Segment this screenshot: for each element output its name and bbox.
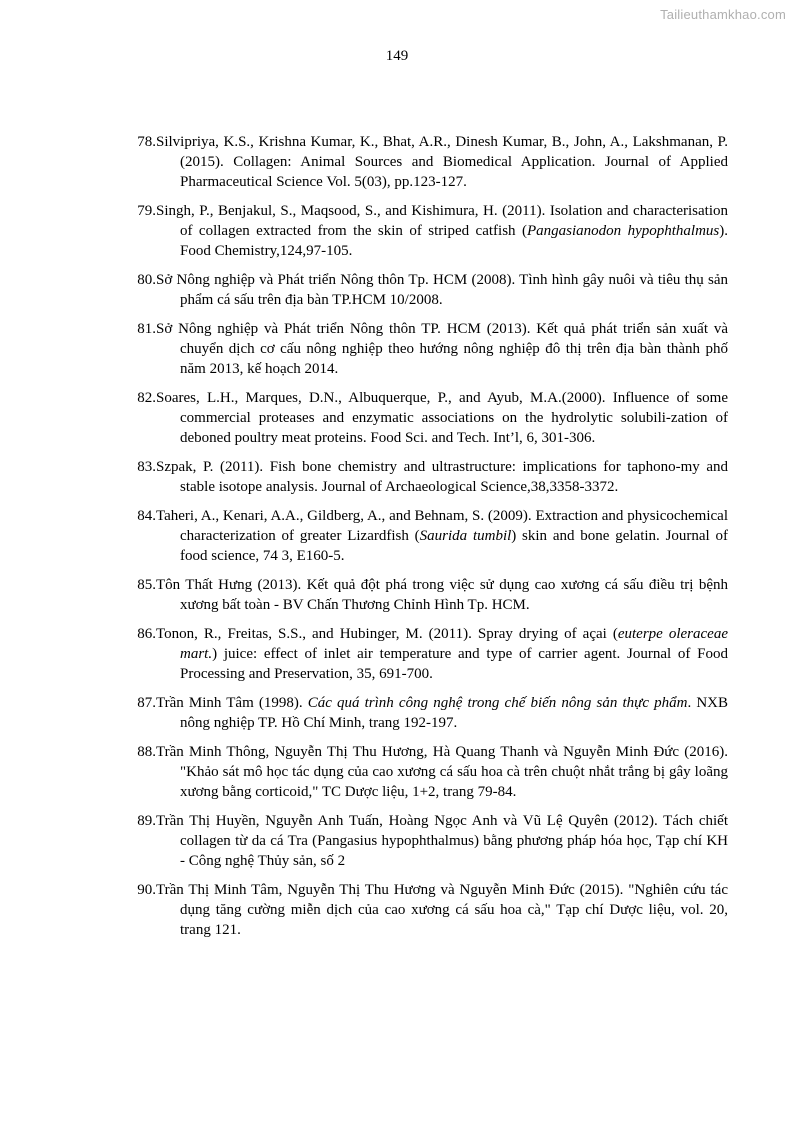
reference-item	[130, 693, 728, 733]
reference-text	[156, 201, 728, 261]
reference-number: 78.	[137, 134, 156, 150]
reference-segment: Silvipriya, K.S., Krishna Kumar, K., Bhat, A.R., Dinesh Kumar, B., John, A., Lakshmanan, P.(2015). Collagen: Animal Sources and Biomedical Application. Journal of Applied Pharmaceutical Science Vol. 5(03), pp.123-127.	[156, 134, 728, 190]
reference-segment: Trần Minh Thông, Nguyễn Thị Thu Hương, Hà Quang Thanh và Nguyễn Minh Đức (2016). "Khảo sát mô học tác dụng của cao xương cá sấu hoa cà trên chuột nhắt trắng bị gây loãng xương bằng corticoid," TC Dược liệu, 1+2, trang 79-84.	[156, 744, 728, 800]
reference-item	[130, 506, 728, 566]
reference-italic-segment: Saurida tumbil	[419, 528, 512, 544]
reference-text	[156, 880, 728, 940]
reference-number: 80.	[137, 272, 156, 288]
reference-number: 90.	[137, 882, 156, 898]
reference-italic-segment: euterpe oleraceae mart.	[180, 626, 728, 662]
reference-segment: Sở Nông nghiệp và Phát triển Nông thôn Tp. HCM (2008). Tình hình gây nuôi và tiêu thụ sản phẩm cá sấu trên địa bàn TP.HCM 10/2008.	[156, 272, 728, 308]
reference-number: 86.	[137, 626, 156, 642]
reference-item	[130, 811, 728, 871]
reference-item	[130, 132, 728, 192]
reference-segment: ) juice: effect of inlet air temperature and type of carrier agent. Journal of Food Processing and Preservation, 35, 691-700.	[180, 646, 728, 682]
reference-number: 81.	[137, 321, 156, 337]
reference-item	[130, 388, 728, 448]
reference-segment: Tôn Thất Hưng (2013). Kết quả đột phá trong việc sử dụng cao xương cá sấu điều trị bệnh xương bất toàn - BV Chấn Thương Chỉnh Hình Tp. HCM.	[156, 577, 728, 613]
reference-text	[156, 624, 728, 684]
reference-item	[130, 270, 728, 310]
reference-text	[156, 693, 728, 733]
reference-number: 79.	[137, 203, 156, 219]
reference-number: 88.	[137, 744, 156, 760]
reference-segment: Trần Thị Minh Tâm, Nguyễn Thị Thu Hương và Nguyễn Minh Đức (2015). "Nghiên cứu tác dụng tăng cường miễn dịch của cao xương cá sấu hoa cà," Tạp chí Dược liệu, vol. 20, trang 121.	[156, 882, 728, 938]
reference-segment: Szpak, P. (2011). Fish bone chemistry and ultrastructure: implications for taphono-my and stable isotope analysis. Journal of Archaeological Science,38,3358-3372.	[156, 459, 728, 495]
reference-segment: Tonon, R., Freitas, S.S., and Hubinger, M. (2011). Spray drying of açai (	[156, 626, 618, 642]
reference-item	[130, 201, 728, 261]
reference-number: 87.	[137, 695, 156, 711]
page-number: 149	[385, 48, 409, 64]
watermark-text: Tailieuthamkhao.com	[660, 7, 786, 22]
reference-item	[130, 319, 728, 379]
reference-number: 83.	[137, 459, 156, 475]
reference-italic-segment: Pangasianodon hypophthalmus	[526, 223, 720, 239]
reference-item	[130, 624, 728, 684]
reference-item	[130, 742, 728, 802]
reference-segment: Sở Nông nghiệp và Phát triển Nông thôn TP. HCM (2013). Kết quả phát triển sản xuất và chuyển dịch cơ cấu nông nghiệp theo hướng nông nghiệp đô thị trên địa bàn thành phố năm 2013, kế hoạch 2014.	[156, 321, 728, 377]
reference-text	[156, 388, 728, 448]
reference-item	[130, 575, 728, 615]
reference-text	[156, 811, 728, 871]
reference-number: 84.	[137, 508, 156, 524]
reference-item	[130, 457, 728, 497]
reference-segment: . NXB nông nghiệp TP. Hồ Chí Minh, trang 192-197.	[180, 695, 729, 731]
reference-list	[130, 132, 728, 949]
reference-number: 89.	[137, 813, 156, 829]
reference-text	[156, 506, 728, 566]
reference-text	[156, 575, 728, 615]
reference-segment: Trần Thị Huyền, Nguyễn Anh Tuấn, Hoàng Ngọc Anh và Vũ Lệ Quyên (2012). Tách chiết collagen từ da cá Tra (Pangasius hypophthalmus) bằng phương pháp hóa học, Tạp chí KH - Công nghệ Thủy sản, số 2	[156, 813, 728, 869]
reference-number: 82.	[137, 390, 156, 406]
reference-text	[156, 742, 728, 802]
reference-segment: ). Food Chemistry,124,97-105.	[180, 223, 728, 259]
reference-text	[156, 132, 728, 192]
reference-text	[156, 270, 728, 310]
reference-segment: ) skin and bone gelatin. Journal of food science, 74 3, E160-5.	[180, 528, 728, 564]
reference-segment: Trần Minh Tâm (1998).	[156, 695, 308, 711]
reference-segment: Soares, L.H., Marques, D.N., Albuquerque, P., and Ayub, M.A.(2000). Influence of some commercial proteases and enzymatic associations on the hydrolytic solubili-zation of deboned poultry meat proteins. Food Sci. and Tech. Int’l, 6, 301-306.	[156, 390, 728, 446]
reference-text	[156, 319, 728, 379]
reference-segment: Taheri, A., Kenari, A.A., Gildberg, A., and Behnam, S. (2009). Extraction and physicochemical characterization of greater Lizardfish (	[156, 508, 728, 544]
reference-segment: Singh, P., Benjakul, S., Maqsood, S., and Kishimura, H. (2011). Isolation and characterisation of collagen extracted from the skin of striped catfish (	[156, 203, 728, 239]
reference-number: 85.	[137, 577, 156, 593]
reference-italic-segment: Các quá trình công nghệ trong chế biến nông sản thực phẩm	[307, 695, 688, 711]
reference-item	[130, 880, 728, 940]
reference-text	[156, 457, 728, 497]
